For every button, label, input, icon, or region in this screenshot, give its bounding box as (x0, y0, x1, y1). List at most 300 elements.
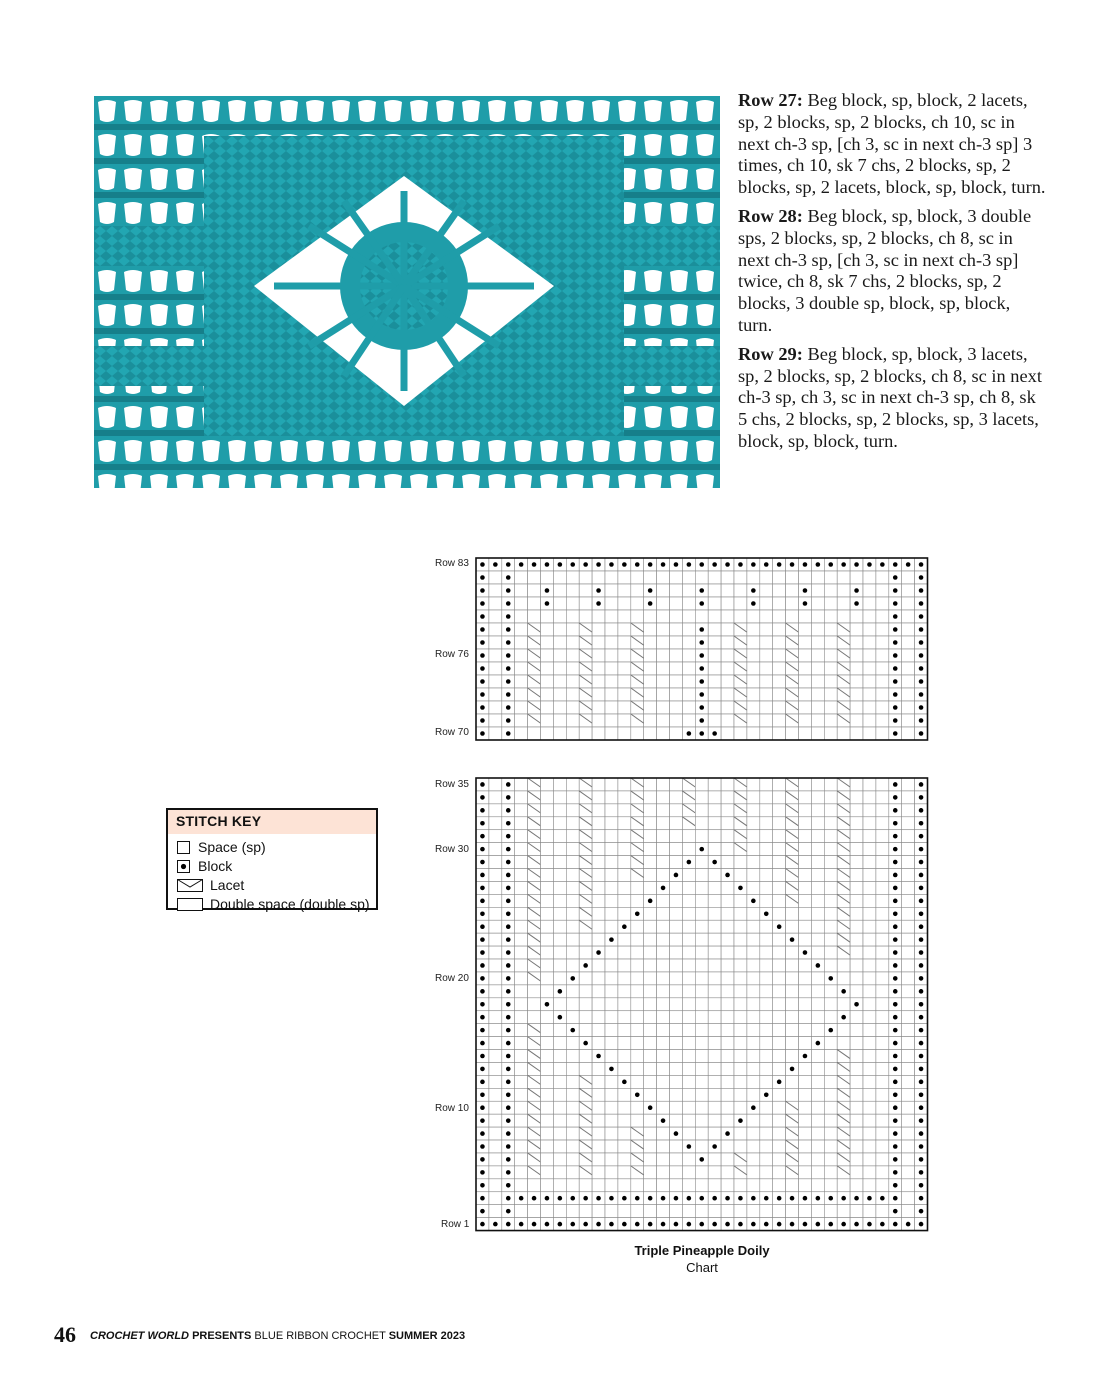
chart-cell (644, 675, 657, 688)
chart-cell (760, 1153, 773, 1166)
chart-cell (695, 778, 708, 791)
block-dot (506, 1015, 511, 1020)
chart-cell (902, 778, 915, 791)
chart-cell (824, 933, 837, 946)
chart-cell (850, 946, 863, 959)
chart-cell (644, 1166, 657, 1179)
block-dot (893, 1222, 898, 1227)
chart-cell (644, 701, 657, 714)
chart-cell (850, 688, 863, 701)
chart-cell (824, 920, 837, 933)
block-dot (777, 1222, 782, 1227)
block-dot (893, 1170, 898, 1175)
block-dot (764, 1222, 769, 1227)
block-dot (751, 1222, 756, 1227)
chart-cell (644, 881, 657, 894)
chart-cell (618, 946, 631, 959)
chart-cell (773, 998, 786, 1011)
chart-cell (618, 623, 631, 636)
block-dot (790, 937, 795, 942)
chart-cell (863, 662, 876, 675)
block-dot (893, 588, 898, 593)
chart-cell (850, 675, 863, 688)
block-dot (893, 692, 898, 697)
chart-cell (708, 714, 721, 727)
block-dot (919, 653, 924, 658)
block-dot (506, 666, 511, 671)
chart-cell (682, 1024, 695, 1037)
chart-cell (682, 894, 695, 907)
crochet-photo-icon (94, 96, 720, 488)
chart-cell (786, 1179, 799, 1192)
block-dot (699, 1196, 704, 1201)
chart-cell (773, 675, 786, 688)
chart-cell (592, 959, 605, 972)
chart-cell (721, 830, 734, 843)
chart-cell (541, 675, 554, 688)
chart-cell (644, 778, 657, 791)
chart-cell (811, 1024, 824, 1037)
block-dot (919, 705, 924, 710)
block-dot (919, 860, 924, 865)
chart-cell (863, 636, 876, 649)
chart-cell (824, 894, 837, 907)
chart-cell (876, 1127, 889, 1140)
block-dot (622, 1080, 627, 1085)
block-dot (699, 627, 704, 632)
chart-cell (682, 688, 695, 701)
block-dot (545, 1196, 550, 1201)
chart-cell (489, 959, 502, 972)
chart-cell (592, 856, 605, 869)
chart-cell (721, 584, 734, 597)
chart-cell (605, 1153, 618, 1166)
chart-cell (515, 1127, 528, 1140)
chart-cell (799, 920, 812, 933)
chart-cell (902, 597, 915, 610)
chart-cell (760, 584, 773, 597)
chart-cell (850, 1205, 863, 1218)
chart-cell (579, 998, 592, 1011)
chart-cell (863, 649, 876, 662)
chart-cell (850, 933, 863, 946)
block-dot (687, 562, 692, 567)
chart-cell (850, 727, 863, 740)
stitch-key-title: STITCH KEY (168, 810, 376, 834)
chart-cell (734, 985, 747, 998)
chart-cell (786, 1075, 799, 1088)
chart-cell (553, 701, 566, 714)
chart-cell (863, 1062, 876, 1075)
chart-cell (850, 623, 863, 636)
chart-cell (489, 843, 502, 856)
chart-cell (902, 894, 915, 907)
chart-cell (579, 933, 592, 946)
chart-cell (811, 1011, 824, 1024)
chart-cell (799, 1037, 812, 1050)
chart-cell (631, 985, 644, 998)
block-dot (751, 588, 756, 593)
chart-cell (721, 920, 734, 933)
block-dot (609, 1067, 614, 1072)
chart-cell (734, 1011, 747, 1024)
chart-cell (541, 1179, 554, 1192)
chart-cell (863, 894, 876, 907)
block-dot (506, 601, 511, 606)
chart-cell (618, 636, 631, 649)
chart-cell (734, 972, 747, 985)
chart-cell (644, 1127, 657, 1140)
chart-cell (553, 972, 566, 985)
block-dot (777, 562, 782, 567)
block-dot (506, 640, 511, 645)
block-dot (699, 692, 704, 697)
chart-cell (489, 1062, 502, 1075)
chart-cell (682, 830, 695, 843)
chart-cell (850, 649, 863, 662)
block-dot (674, 562, 679, 567)
chart-cell (553, 1088, 566, 1101)
block-dot (841, 989, 846, 994)
chart-cell (553, 933, 566, 946)
chart-cell (592, 791, 605, 804)
chart-cell (515, 946, 528, 959)
chart-cell (695, 869, 708, 882)
chart-cell (747, 1075, 760, 1088)
block-dot (480, 666, 485, 671)
chart-cell (773, 791, 786, 804)
chart-cell (876, 1088, 889, 1101)
block-dot (674, 1196, 679, 1201)
block-dot (854, 1222, 859, 1227)
chart-cell (760, 1166, 773, 1179)
chart-caption (600, 1242, 804, 1276)
chart-cell (721, 843, 734, 856)
chart-cell (760, 610, 773, 623)
chart-cell (760, 856, 773, 869)
chart-cell (824, 675, 837, 688)
chart-cell (799, 1205, 812, 1218)
chart-cell (811, 881, 824, 894)
chart-cell (902, 688, 915, 701)
chart-cell (605, 894, 618, 907)
block-dot (854, 601, 859, 606)
chart-cell (876, 1166, 889, 1179)
chart-cell (837, 972, 850, 985)
block-dot (480, 1054, 485, 1059)
chart-cell (760, 675, 773, 688)
chart-cell (760, 1114, 773, 1127)
chart-cell (811, 701, 824, 714)
block-dot (919, 1118, 924, 1123)
block-dot (816, 1196, 821, 1201)
block-dot (545, 562, 550, 567)
chart-cell (708, 675, 721, 688)
chart-cell (657, 894, 670, 907)
block-dot (893, 873, 898, 878)
chart-cell (605, 1179, 618, 1192)
chart-cell (773, 649, 786, 662)
chart-cell (902, 972, 915, 985)
chart-cell (747, 1062, 760, 1075)
chart-cell (605, 791, 618, 804)
block-dot (803, 1196, 808, 1201)
chart-cell (837, 998, 850, 1011)
chart-cell (850, 1075, 863, 1088)
chart-cell (631, 610, 644, 623)
chart-cell (553, 610, 566, 623)
block-dot (738, 1118, 743, 1123)
chart-cell (747, 1088, 760, 1101)
chart-cell (760, 894, 773, 907)
chart-cell (695, 804, 708, 817)
chart-cell (695, 946, 708, 959)
chart-cell (837, 584, 850, 597)
block-dot (738, 1222, 743, 1227)
block-dot (841, 562, 846, 567)
chart-cell (824, 1205, 837, 1218)
chart-cell (721, 597, 734, 610)
chart-cell (708, 1037, 721, 1050)
chart-cell (541, 688, 554, 701)
chart-cell (708, 1075, 721, 1088)
block-dot (854, 1196, 859, 1201)
chart-cell (579, 1179, 592, 1192)
chart-cell (850, 1153, 863, 1166)
chart-cell (902, 1179, 915, 1192)
block-dot (506, 860, 511, 865)
chart-cell (515, 1140, 528, 1153)
block-dot (480, 601, 485, 606)
chart-cell (760, 1101, 773, 1114)
chart-cell (824, 804, 837, 817)
chart-cell (541, 662, 554, 675)
chart-cell (682, 907, 695, 920)
chart-cell (631, 1114, 644, 1127)
chart-cell (876, 907, 889, 920)
chart-cell (553, 688, 566, 701)
chart-cell (695, 998, 708, 1011)
chart-cell (644, 662, 657, 675)
block-dot (480, 924, 485, 929)
chart-cell (566, 933, 579, 946)
chart-cell (618, 610, 631, 623)
chart-cell (618, 881, 631, 894)
chart-cell (863, 817, 876, 830)
chart-cell (553, 1114, 566, 1127)
chart-cell (618, 727, 631, 740)
chart-cell (670, 649, 683, 662)
chart-cell (824, 571, 837, 584)
block-dot (880, 1196, 885, 1201)
chart-cell (657, 688, 670, 701)
issue-label: SUMMER 2023 (388, 1330, 466, 1342)
chart-cell (566, 920, 579, 933)
block-dot (480, 1041, 485, 1046)
chart-cell (644, 1024, 657, 1037)
chart-cell (773, 701, 786, 714)
chart-cell (760, 571, 773, 584)
block-dot (622, 562, 627, 567)
chart-cell (902, 1153, 915, 1166)
chart-cell (850, 959, 863, 972)
chart-cell (876, 894, 889, 907)
block-dot (841, 1196, 846, 1201)
chart-cell (657, 804, 670, 817)
block-dot (751, 1196, 756, 1201)
chart-cell (657, 1062, 670, 1075)
block-dot (648, 1222, 653, 1227)
chart-cell (799, 701, 812, 714)
chart-cell (876, 1037, 889, 1050)
chart-cell (528, 998, 541, 1011)
block-dot (648, 588, 653, 593)
chart-cell (786, 1205, 799, 1218)
chart-cell (747, 817, 760, 830)
chart-cell (824, 701, 837, 714)
block-dot (480, 1170, 485, 1175)
chart-cell (670, 894, 683, 907)
chart-cell (489, 662, 502, 675)
chart-cell (592, 649, 605, 662)
chart-cell (811, 727, 824, 740)
chart-cell (657, 998, 670, 1011)
chart-cell (553, 894, 566, 907)
chart-cell (644, 1153, 657, 1166)
chart-cell (747, 688, 760, 701)
block-dot (609, 1222, 614, 1227)
chart-cell (605, 1205, 618, 1218)
chart-bottom (420, 772, 940, 1234)
chart-cell (605, 804, 618, 817)
block-dot (699, 847, 704, 852)
row-10-label: Row 10 (435, 1103, 469, 1114)
chart-cell (760, 1140, 773, 1153)
chart-cell (747, 675, 760, 688)
chart-cell (644, 1179, 657, 1192)
chart-cell (747, 1011, 760, 1024)
chart-cell (811, 817, 824, 830)
block-dot (545, 601, 550, 606)
chart-cell (592, 1114, 605, 1127)
chart-cell (760, 688, 773, 701)
chart-cell (902, 662, 915, 675)
chart-cell (566, 1153, 579, 1166)
block-dot (893, 1131, 898, 1136)
chart-cell (850, 985, 863, 998)
chart-cell (721, 701, 734, 714)
block-dot (699, 705, 704, 710)
chart-cell (566, 894, 579, 907)
block-dot (480, 860, 485, 865)
chart-cell (657, 649, 670, 662)
chart-cell (566, 791, 579, 804)
chart-cell (489, 920, 502, 933)
chart-cell (760, 1179, 773, 1192)
chart-cell (811, 636, 824, 649)
chart-cell (902, 610, 915, 623)
chart-cell (902, 675, 915, 688)
chart-cell (515, 571, 528, 584)
block-symbol-icon (177, 860, 190, 873)
chart-cell (592, 571, 605, 584)
chart-cell (786, 1011, 799, 1024)
chart-cell (489, 830, 502, 843)
chart-cell (489, 894, 502, 907)
chart-cell (863, 727, 876, 740)
block-dot (919, 886, 924, 891)
chart-cell (760, 1205, 773, 1218)
block-dot (506, 963, 511, 968)
chart-cell (618, 907, 631, 920)
block-dot (919, 614, 924, 619)
chart-cell (489, 907, 502, 920)
block-dot (841, 1015, 846, 1020)
chart-cell (644, 920, 657, 933)
block-dot (570, 1196, 575, 1201)
chart-cell (541, 856, 554, 869)
chart-cell (760, 804, 773, 817)
block-dot (480, 834, 485, 839)
chart-cell (579, 610, 592, 623)
chart-cell (670, 946, 683, 959)
block-dot (480, 873, 485, 878)
chart-cell (708, 843, 721, 856)
chart-cell (850, 1166, 863, 1179)
chart-cell (515, 1024, 528, 1037)
chart-cell (682, 571, 695, 584)
chart-cell (592, 1140, 605, 1153)
chart-cell (824, 830, 837, 843)
chart-cell (811, 688, 824, 701)
chart-cell (618, 998, 631, 1011)
chart-cell (566, 636, 579, 649)
chart-cell (811, 1075, 824, 1088)
block-dot (506, 1183, 511, 1188)
block-dot (596, 588, 601, 593)
chart-cell (863, 869, 876, 882)
chart-cell (579, 1050, 592, 1063)
block-dot (790, 1067, 795, 1072)
chart-cell (708, 1050, 721, 1063)
chart-cell (734, 907, 747, 920)
chart-cell (605, 1037, 618, 1050)
chart-cell (682, 843, 695, 856)
chart-cell (695, 1037, 708, 1050)
block-dot (506, 1209, 511, 1214)
chart-cell (799, 1166, 812, 1179)
chart-cell (566, 1011, 579, 1024)
block-dot (816, 1222, 821, 1227)
block-dot (532, 562, 537, 567)
chart-cell (721, 856, 734, 869)
chart-cell (734, 1088, 747, 1101)
chart-cell (489, 1050, 502, 1063)
block-dot (803, 588, 808, 593)
block-dot (919, 1196, 924, 1201)
chart-cell (618, 662, 631, 675)
chart-cell (618, 597, 631, 610)
chart-cell (644, 1011, 657, 1024)
chart-cell (747, 1166, 760, 1179)
chart-cell (876, 778, 889, 791)
block-dot (893, 911, 898, 916)
block-dot (583, 963, 588, 968)
chart-cell (618, 804, 631, 817)
block-dot (480, 588, 485, 593)
chart-cell (618, 869, 631, 882)
chart-cell (695, 791, 708, 804)
